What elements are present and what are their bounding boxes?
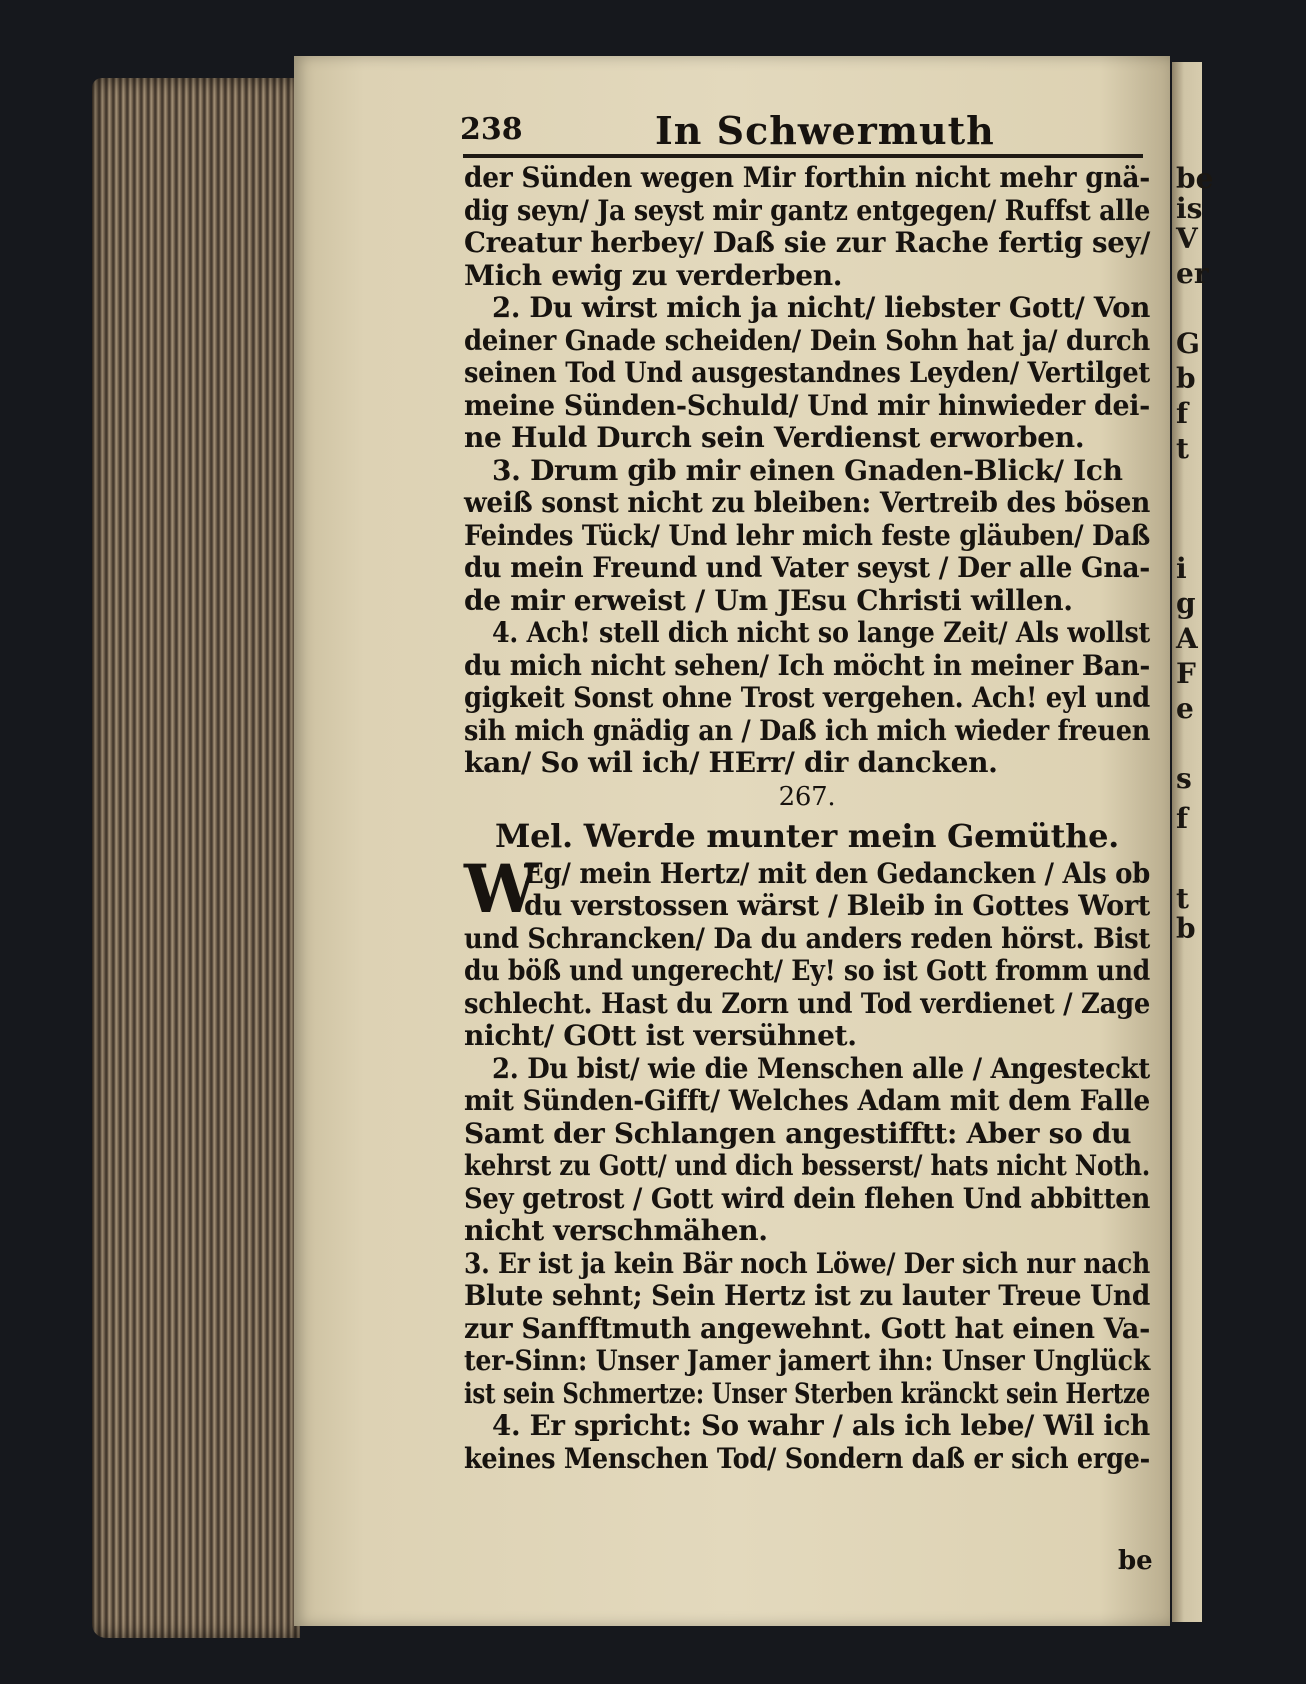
text-line: nicht verschmähen. [464, 1214, 768, 1247]
text-line: weiß sonst nicht zu bleiben: Vertreib des bösen [464, 486, 1150, 519]
hymn-number: 267. [778, 781, 836, 812]
text-line: zur Sanfftmuth angewehnt. Gott hat einen Va- [464, 1311, 1150, 1345]
text-line: gigkeit Sonst ohne Trost vergehen. Ach! eyl und [464, 681, 1150, 714]
text-line: du mein Freund und Vater seyst / Der alle Gna- [464, 551, 1150, 584]
right-page-edge [1172, 62, 1214, 1622]
page-number: 238 [460, 112, 523, 147]
text-line: meine Sünden-Schuld/ Und mir hinwieder dei- [464, 388, 1150, 422]
text-line: Eg/ mein Hertz/ mit den Gedancken / Als ob [524, 856, 1150, 890]
text-line: schlecht. Hast du Zorn und Tod verdienet / Zage [464, 986, 1150, 1020]
page-header [460, 108, 1150, 152]
text-line: deiner Gnade scheiden/ Dein Sohn hat ja/ durch [464, 323, 1150, 357]
page-stack-edge [92, 78, 300, 1638]
right-page-fragment: G [1176, 327, 1200, 360]
right-page-fragment: V [1176, 222, 1198, 255]
right-page-fragment: f [1176, 802, 1189, 835]
text-line: 3. Er ist ja kein Bär noch Löwe/ Der sich nur nach [464, 1246, 1150, 1280]
drop-capital: W [464, 849, 539, 928]
text-line: sih mich gnädig an / Daß ich mich wieder freuen [464, 713, 1150, 747]
text-line: keines Menschen Tod/ Sondern daß er sich erge- [464, 1441, 1150, 1475]
text-line: Mich ewig zu verderben. [464, 258, 843, 292]
text-line: der Sünden wegen Mir forthin nicht mehr gnä- [464, 161, 1150, 194]
hymn-verses [464, 923, 1150, 1476]
text-line: ter-Sinn: Unser Jamer jamert ihn: Unser Unglück [464, 1344, 1150, 1377]
text-line: kan/ So wil ich/ HErr/ dir dancken. [464, 746, 998, 779]
melody-line: Mel. Werde munter mein Gemüthe. [494, 816, 1119, 855]
previous-hymn-verses [464, 162, 1150, 780]
right-page-fragment: e [1176, 692, 1194, 725]
right-page-fragment: t [1176, 882, 1189, 915]
right-page-fragment: b [1176, 362, 1196, 395]
text-line: du böß und ungerecht/ Ey! so ist Gott fromm und [464, 954, 1150, 987]
text-line: Sey getrost / Gott wird dein flehen Und abbitten [464, 1181, 1150, 1215]
right-page-fragment: t [1176, 432, 1189, 465]
right-page-fragment: i [1176, 552, 1187, 585]
hymn-opening [464, 849, 1150, 928]
right-page-fragment: g [1176, 587, 1196, 620]
text-line: ist sein Schmertze: Unser Sterben kränckt sein Hertze [464, 1376, 1150, 1410]
text-line: Feindes Tück/ Und lehr mich feste gläuben/ Daß [464, 518, 1150, 552]
page-text [464, 162, 1150, 1475]
right-page-fragment: A [1176, 622, 1198, 655]
text-line: 3. Drum gib mir einen Gnaden-Blick/ Ich [492, 453, 1123, 487]
right-page-fragment: be [1176, 162, 1214, 195]
right-page-fragment: F [1176, 657, 1196, 690]
catchword: be [1118, 1546, 1153, 1576]
text-line: du verstossen wärst / Bleib in Gottes Wort [524, 889, 1150, 922]
text-line: 4. Er spricht: So wahr / als ich lebe/ Wil ich [492, 1409, 1150, 1442]
text-line: de mir erweist / Um JEsu Christi willen. [464, 583, 1073, 617]
text-line: dig seyn/ Ja seyst mir gantz entgegen/ Ruffst alle [464, 193, 1150, 227]
text-line: 2. Du wirst mich ja nicht/ liebster Gott/ Von [492, 291, 1150, 324]
text-line: und Schrancken/ Da du anders reden hörst. Bist [464, 921, 1150, 955]
right-page-fragment: f [1176, 397, 1189, 430]
text-line: nicht/ GOtt ist versühnet. [464, 1019, 857, 1052]
text-line: 4. Ach! stell dich nicht so lange Zeit/ Als wollst [492, 616, 1150, 649]
right-page-fragment: b [1176, 912, 1196, 945]
text-line: seinen Tod Und ausgestandnes Leyden/ Vertilget [464, 356, 1150, 389]
text-line: kehrst zu Gott/ und dich besserst/ hats nicht Noth. [464, 1149, 1150, 1182]
text-line: du mich nicht sehen/ Ich möcht in meiner Ban- [464, 648, 1150, 682]
text-line: Blute sehnt; Sein Hertz ist zu lauter Treue Und [464, 1279, 1150, 1312]
text-line: Samt der Schlangen angestifftt: Aber so du [464, 1116, 1132, 1150]
text-line: Creatur herbey/ Daß sie zur Rache fertig sey/ [464, 226, 1150, 259]
right-page-fragment: s [1176, 762, 1192, 795]
running-title: In Schwermuth [655, 108, 995, 153]
right-page-fragment: is [1176, 192, 1203, 225]
right-page-fragment: er [1176, 257, 1209, 290]
text-line: ne Huld Durch sein Verdienst erworben. [464, 421, 1085, 454]
header-rule [463, 154, 1143, 158]
text-line: mit Sünden-Gifft/ Welches Adam mit dem Falle [464, 1084, 1150, 1117]
text-line: 2. Du bist/ wie die Menschen alle / Angesteckt [492, 1051, 1150, 1085]
